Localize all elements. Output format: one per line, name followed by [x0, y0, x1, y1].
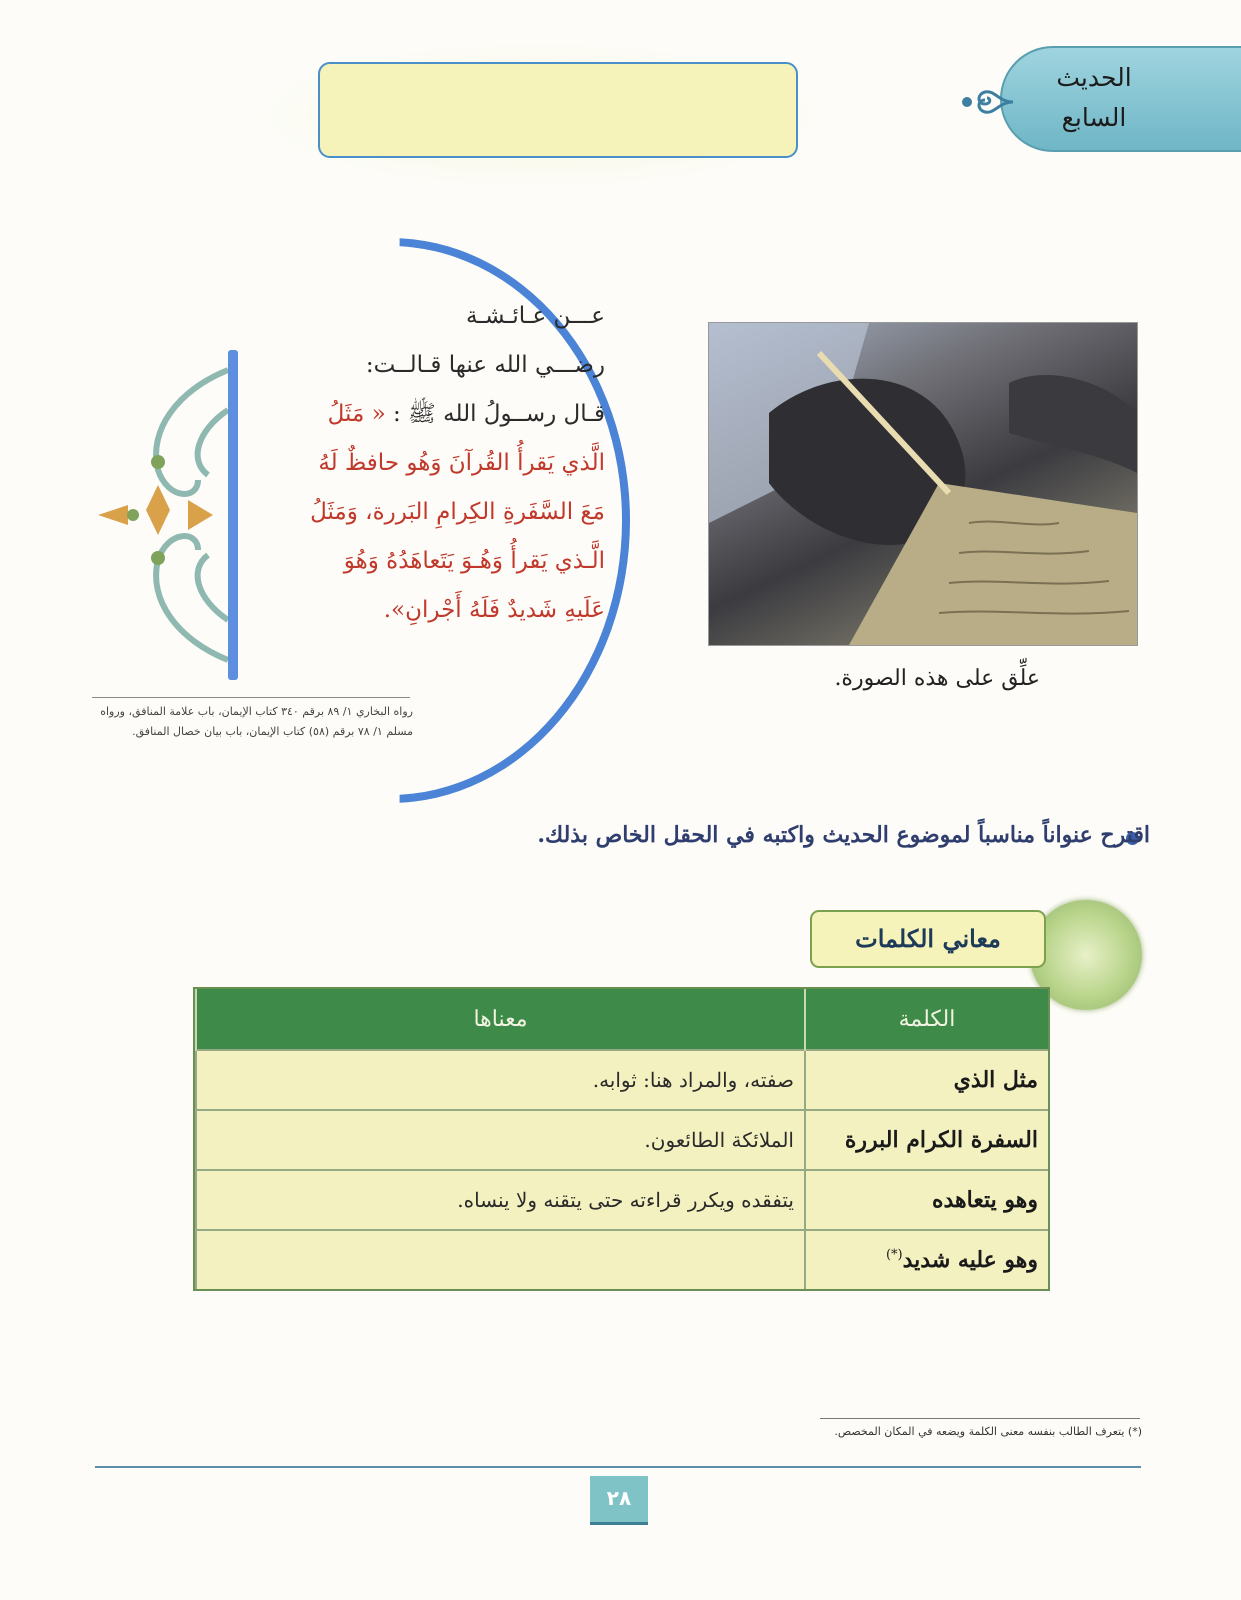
section-title: معاني الكلمات — [810, 910, 1046, 968]
badge-ornament-icon — [955, 72, 1015, 132]
lesson-badge-text — [1024, 58, 1164, 138]
floral-ornament-icon — [88, 350, 228, 680]
writing-hand-illustration — [709, 323, 1137, 645]
table-row — [196, 1050, 1048, 1110]
badge-line-2: السابع — [1061, 103, 1127, 132]
word-cell: السفرة الكرام البررة — [805, 1110, 1048, 1170]
hadith-text — [250, 292, 605, 635]
table-header-row — [196, 989, 1048, 1050]
hadith-vertical-bar — [228, 350, 238, 680]
meaning-cell: صفته، والمراد هنا: ثوابه. — [196, 1050, 805, 1110]
writing-hand-photo — [708, 322, 1138, 646]
page-number: ٢٨ — [590, 1476, 648, 1525]
header-word: الكلمة — [805, 989, 1048, 1050]
badge-line-1: الحديث — [1056, 63, 1132, 92]
hadith-line-4: الَّذي يَقرأُ القُرآنَ وَهُو حافظٌ لَهُ — [318, 450, 605, 476]
word-meanings-table — [193, 987, 1050, 1291]
word-cell: مثل الذي — [805, 1050, 1048, 1110]
reference-divider — [92, 697, 410, 698]
hadith-reference: رواه البخاري ١/ ٨٩ برقم ٣٤٠ كتاب الإيمان، باب علامة المنافق، ورواه مسلم ١/ ٧٨ برقم (٥٨) كتاب الإيمان، باب بيان خصال المنافق. — [100, 705, 413, 738]
hadith-line-6: الَّـذي يَقرأُ وَهُـوَ يَتَعاهَدُهُ وَهُوَ — [343, 548, 605, 574]
footnote-divider — [820, 1418, 1140, 1419]
photo-caption: علِّق على هذه الصورة. — [834, 666, 1040, 691]
footer-rule — [95, 1466, 1141, 1468]
lesson-badge — [1000, 46, 1241, 152]
footnote-mark: (*) — [885, 1247, 903, 1263]
hadith-line-3 — [250, 390, 605, 439]
instruction-text: اقترح عنواناً مناسباً لموضوع الحديث واكتبه في الحقل الخاص بذلك. — [537, 822, 1150, 848]
table-row — [196, 1170, 1048, 1230]
word-cell — [805, 1230, 1048, 1289]
hadith-title-field[interactable] — [318, 62, 798, 158]
meaning-cell: الملائكة الطائعون. — [196, 1110, 805, 1170]
word-cell: وهو يتعاهده — [805, 1170, 1048, 1230]
hadith-line-5: مَعَ السَّفَرةِ الكِرامِ البَررة، وَمَثَلُ — [310, 499, 605, 525]
meaning-cell: يتفقده ويكرر قراءته حتى يتقنه ولا ينساه. — [196, 1170, 805, 1230]
header-meaning: معناها — [196, 989, 805, 1050]
footnote: (*) يتعرف الطالب بنفسه معنى الكلمة ويضعه في المكان المخصص. — [834, 1425, 1142, 1438]
hadith-line-2: رضـــي الله عنها قـالــت: — [365, 352, 605, 378]
hadith-line-3-black: قـال رســولُ الله ﷺ : — [392, 401, 605, 427]
table-row — [196, 1230, 1048, 1289]
table-row — [196, 1110, 1048, 1170]
word-text: وهو عليه شديد — [902, 1247, 1038, 1273]
hadith-line-3-red: « مَثَلُ — [327, 401, 386, 427]
meaning-answer-field[interactable] — [196, 1230, 805, 1289]
hadith-line-1: عـــن عـائـشـة — [466, 303, 605, 329]
hadith-line-7: عَلَيهِ شَديدٌ فَلَهُ أَجْرانِ». — [383, 597, 605, 623]
